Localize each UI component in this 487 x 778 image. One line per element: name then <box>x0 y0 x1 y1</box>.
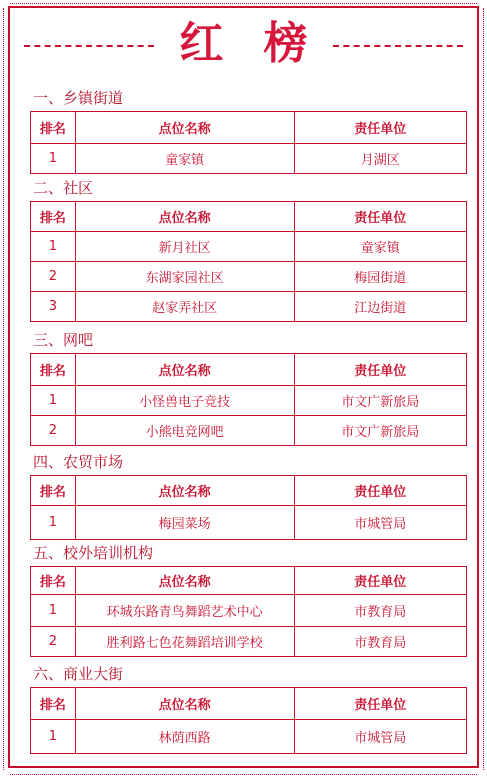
header-responsible-unit: 责任单位 <box>294 202 466 232</box>
table-row <box>31 262 467 292</box>
section-3 <box>30 330 467 446</box>
table-header-row <box>31 112 467 144</box>
dotted-border-bottom <box>10 774 477 775</box>
rank-cell: 2 <box>31 416 76 446</box>
dotted-border-top <box>10 3 477 4</box>
section-title: 一、乡镇街道 <box>33 89 124 107</box>
responsible-unit-cell: 市文广新旅局 <box>294 416 466 446</box>
ranking-table <box>30 566 467 657</box>
ranking-table <box>30 687 467 754</box>
table-row <box>31 627 467 657</box>
header-site-name: 点位名称 <box>75 567 294 595</box>
site-name-cell: 小怪兽电子竞技 <box>75 386 294 416</box>
table-row <box>31 720 467 754</box>
rank-cell: 1 <box>31 595 76 627</box>
section-title: 六、商业大街 <box>33 665 124 683</box>
responsible-unit-cell: 市城管局 <box>294 506 466 540</box>
header-site-name: 点位名称 <box>75 476 294 506</box>
title-row <box>0 18 487 70</box>
site-name-cell: 林荫西路 <box>75 720 294 754</box>
rank-cell: 1 <box>31 144 76 174</box>
site-name-cell: 环城东路青鸟舞蹈艺术中心 <box>75 595 294 627</box>
responsible-unit-cell: 市城管局 <box>294 720 466 754</box>
responsible-unit-cell: 市教育局 <box>294 627 466 657</box>
responsible-unit-cell: 童家镇 <box>294 232 466 262</box>
section-title: 二、社区 <box>33 179 94 197</box>
header-rank: 排名 <box>31 476 76 506</box>
rank-cell: 1 <box>31 386 76 416</box>
dotted-border-right <box>483 8 484 770</box>
header-site-name: 点位名称 <box>75 112 294 144</box>
responsible-unit-cell: 市文广新旅局 <box>294 386 466 416</box>
table-header-row <box>31 354 467 386</box>
site-name-cell: 胜利路七色花舞蹈培训学校 <box>75 627 294 657</box>
table-row <box>31 232 467 262</box>
page-title: 红榜 <box>179 18 348 69</box>
header-site-name: 点位名称 <box>75 202 294 232</box>
rank-cell: 1 <box>31 232 76 262</box>
dotted-border-left <box>3 8 4 770</box>
rank-cell: 3 <box>31 292 76 322</box>
table-row <box>31 506 467 540</box>
section-title: 四、农贸市场 <box>33 453 124 471</box>
site-name-cell: 小熊电竞网吧 <box>75 416 294 446</box>
section-6 <box>30 664 467 754</box>
table-header-row <box>31 688 467 720</box>
table-row <box>31 292 467 322</box>
table-row <box>31 386 467 416</box>
table-row <box>31 595 467 627</box>
section-title: 三、网吧 <box>33 331 94 349</box>
ranking-table <box>30 111 467 174</box>
responsible-unit-cell: 月湖区 <box>294 144 466 174</box>
header-site-name: 点位名称 <box>75 688 294 720</box>
header-rank: 排名 <box>31 354 76 386</box>
header-responsible-unit: 责任单位 <box>294 354 466 386</box>
header-site-name: 点位名称 <box>75 354 294 386</box>
site-name-cell: 东湖家园社区 <box>75 262 294 292</box>
header-responsible-unit: 责任单位 <box>294 112 466 144</box>
section-5 <box>30 543 467 657</box>
ranking-table <box>30 353 467 446</box>
table-header-row <box>31 202 467 232</box>
ranking-table <box>30 475 467 540</box>
site-name-cell: 新月社区 <box>75 232 294 262</box>
header-rank: 排名 <box>31 112 76 144</box>
ranking-table <box>30 201 467 322</box>
section-4 <box>30 452 467 540</box>
header-rank: 排名 <box>31 202 76 232</box>
responsible-unit-cell: 梅园街道 <box>294 262 466 292</box>
table-header-row <box>31 476 467 506</box>
site-name-cell: 梅园菜场 <box>75 506 294 540</box>
site-name-cell: 赵家弄社区 <box>75 292 294 322</box>
rank-cell: 2 <box>31 262 76 292</box>
header-responsible-unit: 责任单位 <box>294 567 466 595</box>
responsible-unit-cell: 江边街道 <box>294 292 466 322</box>
rank-cell: 1 <box>31 506 76 540</box>
section-1 <box>30 88 467 174</box>
header-responsible-unit: 责任单位 <box>294 688 466 720</box>
header-rank: 排名 <box>31 688 76 720</box>
table-row <box>31 144 467 174</box>
header-rank: 排名 <box>31 567 76 595</box>
rank-cell: 2 <box>31 627 76 657</box>
section-2 <box>30 178 467 322</box>
section-title: 五、校外培训机构 <box>33 544 154 562</box>
responsible-unit-cell: 市教育局 <box>294 595 466 627</box>
header-responsible-unit: 责任单位 <box>294 476 466 506</box>
table-header-row <box>31 567 467 595</box>
site-name-cell: 童家镇 <box>75 144 294 174</box>
rank-cell: 1 <box>31 720 76 754</box>
table-row <box>31 416 467 446</box>
